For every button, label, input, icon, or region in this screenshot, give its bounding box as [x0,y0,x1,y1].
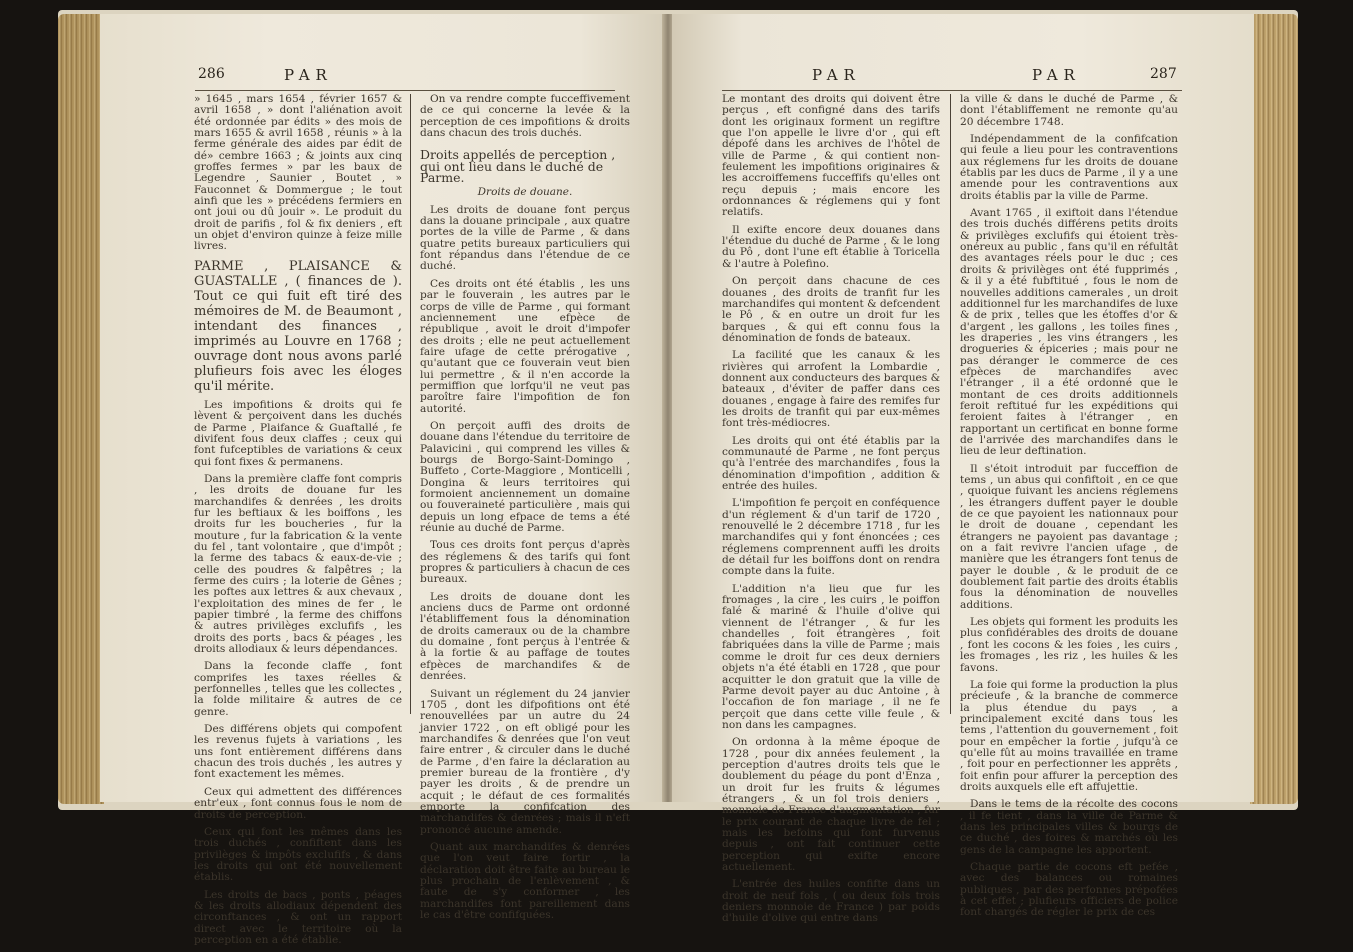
paragraph: Le montant des droits qui doivent être perçus , eft configné dans des tarifs dont les originaux forment un regiftre que l'on appelle le livre d'or , qui eft dépofé dans les archives de l'hôtel de ville de Parme , & qui contient non-feulement les impofitions originaires & les accroiffemens fucceffifs qu'elles ont reçu depuis ; mais encore les ordonnances & réglemens qui y font relatifs. [722,93,940,219]
paragraph: » 1645 , mars 1654 , février 1657 & avril 1658 , » dont l'aliénation avoit été ordonnée par édits » des mois de mars 1655 & avril 1658 , réunis » à la ferme générale des aides par édit de dé» cembre 1663 ; & joints aux cinq groffes fermes » par les baux de Legendre , Saunier , Boutet , » Fauconnet & Dommergue ; le tout ainfi que les » précédens fermiers en ont joui ou dû jouir ». Le produit du droit de parifis , fol & fix deniers , eft un objet d'environ quinze à feize mille livres. [194,93,402,253]
paragraph: Les objets qui forment les produits les plus confidérables des droits de douane , font les cocons & les foies , les cuirs , les fromages , les riz , les huiles & les favons. [960,616,1178,674]
paragraph: Ceux qui admettent des différences entr'eux , font connus fous le nom de droits de perception. [194,785,402,821]
column-divider [410,94,411,714]
header-rule [722,90,1182,91]
left-page [100,14,664,946]
paragraph: Avant 1765 , il exiftoit dans l'étendue des trois duchés différens petits droits & privilèges exclufifs qui étoient très-onéreux au public , fans qu'il en réfultât des avantages réels pour le duc ; ces droits & privilèges ont été fupprimés , & il y a été fubftitué , fous le nom de nouvelles additions camerales , un droit additionnel fur les marchandifes de luxe & de prix , telles que les étoffes d'or & d'argent , les gallons , les toiles fines , les draperies , les vins étrangers , les drogueries & épiceries ; mais pour ne pas déranger le commerce de ces efpèces de marchandifes avec l'étranger , il a été ordonné que le montant de ces droits additionnels feroit reftitué fur les expéditions qui feroient faites à l'étranger , en rapportant un certificat en bonne forme de l'arrivée des marchandifes dans le lieu de leur deftination. [960,207,1178,458]
running-head: PAR [812,66,861,84]
paragraph: La foie qui forme la production la plus précieufe , & la branche de commerce la plus étendue du pays , a principalement excité dans tous les tems , l'attention du gouvernement , foit pour en empêcher la fortie , jufqu'à ce qu'elle fût au moins travaillée en trame , foit pour en perfectionner les apprêts , foit enfin pour affurer la perception des droits auxquels elle eft affujettie. [960,678,1178,793]
page-number: 287 [1150,66,1177,82]
paragraph: Des différens objets qui compofent les revenus fujets à variations , les uns font entièrement différens dans chacun des trois duchés , les autres y font exactement les mêmes. [194,723,402,781]
paragraph: L'addition n'a lieu que fur les fromages , la cire , les cuirs , le poiffon falé & mariné & l'huile d'olive qui viennent de l'étranger , & fur les chandelles , foit étrangères , foit fabriquées dans la ville de Parme ; mais comme le droit fur ces deux derniers objets n'a été établi en 1728 , que pour acquitter le don gratuit que la ville de Parme devoit payer au duc Antoine , à l'occafion de fon mariage , il ne fe perçoit que dans cette ville feule , & non dans les campagnes. [722,582,940,731]
paragraph: Ceux qui font les mêmes dans les trois duchés , confiftent dans les privilèges & impôts exclufifs , & dans les droits qui ont été nouvellement établis. [194,825,402,884]
paragraph: La facilité que les canaux & les rivières qui arrofent la Lombardie , donnent aux conducteurs des barques & bateaux , d'éviter de paffer dans ces douanes , engage à faire des remifes fur les droits de tranfit qui par eux-mêmes font très-médiocres. [722,349,941,430]
paragraph: Indépendamment de la confifcation qui feule a lieu pour les contraventions aux réglemens fur les droits de douane établis par les ducs de Parme , il y a une amende pour les contraventions aux droits établis par la ville de Parme. [960,133,1178,202]
right-column-2 [960,94,1178,925]
paragraph: Les droits de bacs , ponts , péages & les droits allodiaux dépendent des circonftances , & ont un rapport direct avec le territoire où la perception en a été établie. [194,888,402,946]
left-column-2 [420,94,630,927]
paragraph: la ville & dans le duché de Parme , & dont l'établiffement ne remonte qu'au 20 décembre 1748. [960,93,1178,128]
page-edges-right [1250,14,1298,804]
right-column-1 [722,94,940,931]
paragraph: Il s'étoit introduit par fucceffion de tems , un abus qui confiftoit , en ce que , quoique fuivant les anciens réglemens , les étrangers duffent payer le double de ce que payoient les nationnaux pour le droit de douane , cependant les étrangers ne payoient pas davantage ; on a fait revivre l'ancien ufage , de manière que les étrangers font tenus de payer le double , & le produit de ce doublement fait partie des droits établis fous la dénomination de nouvelles additions. [960,462,1178,611]
page-edges-left [58,14,104,804]
paragraph: Dans le tems de la récolte des cocons , il fe tient , dans la ville de Parme & dans les principales villes & bourgs de ce duché , des foires & marchés où les gens de la campagne les apportent. [960,798,1178,856]
paragraph: Chaque partie de cocons eft pefée , avec des balances ou romaines publiques , par des perfonnes prépofées à cet effet ; plufieurs officiers de police font chargés de régler le prix de ces [960,861,1178,919]
header-rule [195,90,615,91]
paragraph: L'impofition fe perçoit en conféquence d'un réglement & d'un tarif de 1720 , renouvellé le 2 décembre 1718 , fur les marchandifes qui y font énoncées ; ces réglemens comprennent auffi les droits de détail fur les boiffons dont on rendra compte dans la fuite. [722,497,940,578]
paragraph: Ces droits ont été établis , les uns par le fouverain , les autres par le corps de ville de Parme , qui formant anciennement une efpèce de république , avoit le droit d'impofer des droits ; elle ne peut actuellement faire ufage de cette prérogative , qu'autant que ce fouverain veut bien lui permettre , & il n'en accorde la permiffion que lorfqu'il ne veut pas paroître faire l'impofition de fon autorité. [420,277,630,415]
column-divider [950,94,951,714]
paragraph: Tous ces droits font perçus d'après des réglemens & des tarifs qui font propres & particuliers à chacun de ces bureaux. [420,539,630,586]
paragraph: Quant aux marchandifes & denrées que l'on veut faire fortir , la déclaration doit être faite au bureau le plus prochain de l'enlèvement , & faute de s'y conformer , les marchandifes font pareillement dans le cas d'être confifquées. [420,840,630,922]
paragraph: Les impofitions & droits qui fe lèvent & perçoivent dans les duchés de Parme , Plaifance & Guaftallé , fe divifent fous deux claffes ; ceux qui font fufceptibles de variations & ceux qui font fixes & permanens. [194,398,402,468]
paragraph: Dans la feconde claffe , font comprifes les taxes réelles & perfonnelles , telles que les collectes , la folde militaire & autres de ce genre. [194,660,402,718]
right-page [672,14,1254,925]
page-number: 286 [198,66,225,82]
paragraph: Il exifte encore deux douanes dans l'étendue du duché de Parme , & le long du Pô , dont l'une eft établie à Toricella & l'autre à Polefino. [722,223,940,270]
paragraph: On perçoit auffi des droits de douane dans l'étendue du territoire de Palavicini , qui comprend les villes & bourgs de Borgo-Saint-Domingo , Buffeto , Corte-Maggiore , Monticelli , Dongina & leurs territoires qui formoient anciennement un domaine ou fouveraineté particulière , mais qui depuis un long efpace de tems a été réunie au duché de Parme. [420,419,630,535]
paragraph: Les droits de douane font perçus dans la douane principale , aux quatre portes de la ville de Parme , & dans quatre petits bureaux particuliers qui font répandus dans l'étendue de ce duché. [420,203,630,273]
left-column-1 [194,94,402,952]
running-head: PAR [1032,66,1081,84]
paragraph: Les droits de douane dont les anciens ducs de Parme ont ordonné l'établiffement fous la dénomination de droits cameraux ou de la chambre du domaine , font perçus à l'entrée & à la fortie & au paffage de toutes efpèces de marchandifes & de denrées. [420,590,630,683]
paragraph: On perçoit dans chacune de ces douanes , des droits de tranfit fur les marchandifes qui montent & defcendent le Pô , & en outre un droit fur les barques , & qui eft connu fous la dénomination de fonds de bateaux. [722,275,940,344]
paragraph: Dans la première claffe font compris , les droits de douane fur les marchandifes & denrées , les droits fur les beftiaux & les boiffons , les droits fur les boucheries , fur la mouture , fur la fabrication & la vente du fel , tant volontaire , que d'impôt ; la ferme des tabacs & eaux-de-vie ; celle des poudres & falpêtres ; la ferme des cuirs ; la loterie de Gênes ; les poftes aux lettres & aux chevaux , l'exploitation des mines de fer , le papier timbré , la ferme des chiffons & autres privilèges exclufifs , les droits des ports , bacs & péages , les droits allodiaux & leurs dépendances. [194,472,402,656]
paragraph: On ordonna à la même époque de 1728 , pour dix années feulement , la perception d'autres droits tels que le doublement du péage du pont d'Enza , un droit fur les fruits & légumes étrangers , & un fol trois deniers , monnoie de France d'augmentation , fur le prix courant de chaque livre de fel ; mais les befoins qui font furvenus depuis , ont fait continuer cette perception qui exifte encore actuellement. [722,736,940,873]
section-title: PARME , PLAISANCE & GUASTALLE , ( finances de ). Tout ce qui fuit eft tiré des mémoires de M. de Beaumont , intendant des finances , imprimés au Louvre en 1768 ; ouvrage dont nous avons parlé plufieurs fois avec les éloges qu'il mérite. [194,258,402,394]
paragraph: Suivant un réglement du 24 janvier 1705 , dont les difpofitions ont été renouvellées par un autre du 24 janvier 1722 , on eft obligé pour les marchandifes & denrées que l'on veut faire entrer , & circuler dans le duché de Parme , d'en faire la déclaration au premier bureau de la frontière , d'y payer les droits , & de prendre un acquit ; le défaut de ces formalités emporte la confifcation des marchandifes & denrées ; mais il n'eft prononcé aucune amende. [420,687,630,836]
paragraph: Les droits qui ont été établis par la communauté de Parme , ne font perçus qu'à l'entrée des marchandifes , fous la dénomination d'impofition , addition & entrée des huiles. [722,434,940,492]
paragraph: On va rendre compte fucceffivement de ce qui concerne la levée & la perception de ces impofitions & droits dans chacun des trois duchés. [420,93,630,140]
paragraph: L'entrée des huiles confifte dans un droit de neuf fols , ( ou deux fols trois deniers monnoie de France ) par poids d'huile d'olive qui entre dans [722,878,940,925]
subsection-heading: Droits de douane. [477,186,573,199]
running-head: PAR [284,66,333,84]
section-heading: Droits appellés de perception , qui ont lieu dans le duché de Parme. [420,147,616,186]
